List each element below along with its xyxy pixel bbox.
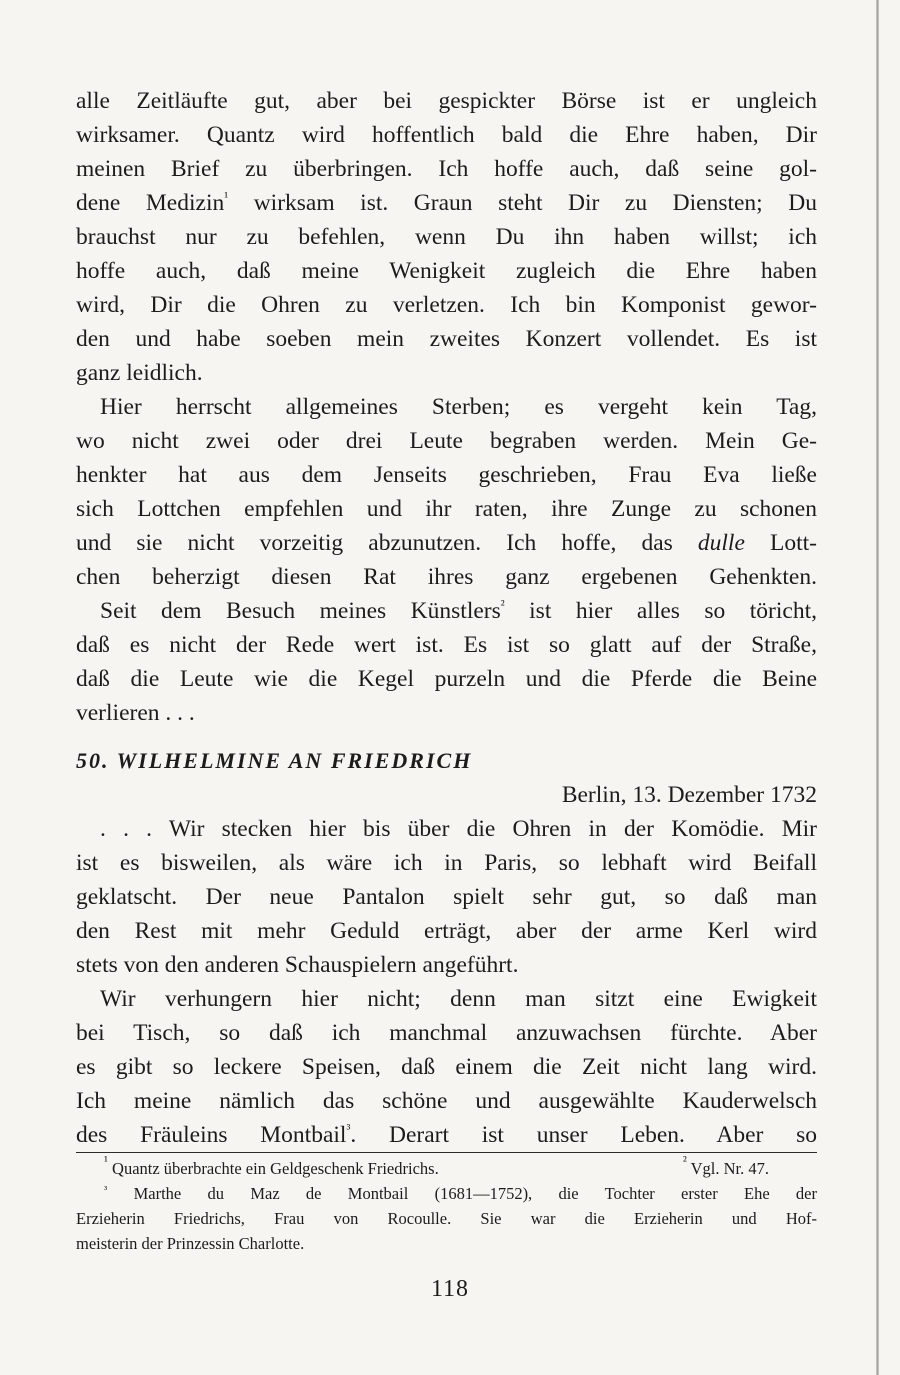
dateline: Berlin, 13. Dezember 1732 xyxy=(561,782,817,808)
text-line: . . . Wir stecken hier bis über die Ohren in der Komödie. Mir xyxy=(100,816,817,842)
text-segment: ist hier alles so töricht, xyxy=(504,598,817,624)
text-line: es gibt so leckere Speisen, daß einem die Zeit nicht lang wird. xyxy=(76,1054,817,1080)
text-line: Wir verhungern hier nicht; denn man sitzt eine Ewigkeit xyxy=(100,986,817,1012)
text-line: stets von den anderen Schauspielern angeführt. xyxy=(76,952,519,978)
text-line: daß es nicht der Rede wert ist. Es ist so glatt auf der Straße, xyxy=(76,632,817,658)
footnote-rule xyxy=(76,1152,817,1153)
text-line: bei Tisch, so daß ich manchmal anzuwachsen fürchte. Aber xyxy=(76,1020,817,1046)
text-line xyxy=(76,526,817,560)
italic-word: dulle xyxy=(697,530,745,556)
letter-heading: 50. WILHELMINE AN FRIEDRICH xyxy=(76,748,473,773)
text-line: wo nicht zwei oder drei Leute begraben werden. Mein Ge- xyxy=(76,428,817,454)
footnote-2 xyxy=(682,1153,769,1181)
text-segment: des Fräuleins Montbail xyxy=(76,1122,347,1148)
text-line: henkter hat aus dem Jenseits geschrieben, Frau Eva ließe xyxy=(76,462,817,488)
text-line: wirksamer. Quantz wird hoffentlich bald die Ehre haben, Dir xyxy=(76,122,817,148)
text-line xyxy=(76,186,817,220)
text-line: alle Zeitläufte gut, aber bei gespickter Börse ist er ungleich xyxy=(76,88,817,114)
text-line: sich Lottchen empfehlen und ihr raten, ihre Zunge zu schonen xyxy=(76,496,817,522)
text-line xyxy=(76,594,817,628)
text-segment: dene Medizin xyxy=(76,190,225,216)
text-line: Ich meine nämlich das schöne und ausgewählte Kauderwelsch xyxy=(76,1088,817,1114)
text-line: hoffe auch, daß meine Wenigkeit zugleich die Ehre haben xyxy=(76,258,817,284)
page-number: 118 xyxy=(430,1276,470,1302)
footnote-ref-3: ³ xyxy=(346,1121,351,1136)
text-line: brauchst nur zu befehlen, wenn Du ihn haben willst; ich xyxy=(76,224,817,250)
text-segment: Seit dem Besuch meines Künstlers xyxy=(100,598,501,624)
page-edge-shadow xyxy=(876,0,879,1375)
text-line: Hier herrscht allgemeines Sterben; es vergeht kein Tag, xyxy=(100,394,817,420)
footnote-text: Marthe du Maz de Montbail (1681—1752), die Tochter erster Ehe der xyxy=(107,1184,817,1203)
footnote-text: Vgl. Nr. 47. xyxy=(686,1159,769,1178)
text-segment: Lott- xyxy=(744,530,817,556)
footnote-mark: ² xyxy=(682,1153,687,1168)
footnotes xyxy=(76,1153,817,1256)
text-line: verlieren . . . xyxy=(76,700,195,726)
text-line: wird, Dir die Ohren zu verletzen. Ich bin Komponist gewor- xyxy=(76,292,817,318)
text-segment: . Derart ist unser Leben. Aber so xyxy=(350,1122,817,1148)
text-line: ist es bisweilen, als wäre ich in Paris, so lebhaft wird Beifall xyxy=(76,850,817,876)
text-segment: wirksam ist. Graun steht Dir zu Diensten; Du xyxy=(228,190,817,216)
footnote-text: Quantz überbrachte ein Geldgeschenk Friedrichs. xyxy=(107,1159,439,1178)
footnote-mark: ¹ xyxy=(104,1153,108,1168)
footnote-ref-2: ² xyxy=(500,597,505,612)
footnote-line: meisterin der Prinzessin Charlotte. xyxy=(76,1234,305,1253)
text-line: daß die Leute wie die Kegel purzeln und die Pferde die Beine xyxy=(76,666,817,692)
footnote-ref-1: ¹ xyxy=(224,189,229,204)
text-line: den Rest mit mehr Geduld erträgt, aber der arme Kerl wird xyxy=(76,918,817,944)
footnote-line xyxy=(76,1153,817,1181)
text-line: den und habe soeben mein zweites Konzert vollendet. Es ist xyxy=(76,326,817,352)
text-segment: und sie nicht vorzeitig abzunutzen. Ich hoffe, das xyxy=(76,530,698,556)
main-text xyxy=(76,84,817,1152)
footnote-line: Erzieherin Friedrichs, Frau von Rocoulle. Sie war die Erzieherin und Hof- xyxy=(76,1209,817,1228)
text-line xyxy=(76,1118,817,1152)
text-line: ganz leidlich. xyxy=(76,360,203,386)
footnote-mark: ³ xyxy=(104,1184,108,1196)
text-line: chen beherzigt diesen Rat ihres ganz ergebenen Gehenkten. xyxy=(76,564,817,590)
text-line: meinen Brief zu überbringen. Ich hoffe auch, daß seine gol- xyxy=(76,156,817,182)
footnote-3 xyxy=(76,1181,817,1206)
text-line: geklatscht. Der neue Pantalon spielt sehr gut, so daß man xyxy=(76,884,817,910)
footnote-1 xyxy=(104,1153,439,1181)
